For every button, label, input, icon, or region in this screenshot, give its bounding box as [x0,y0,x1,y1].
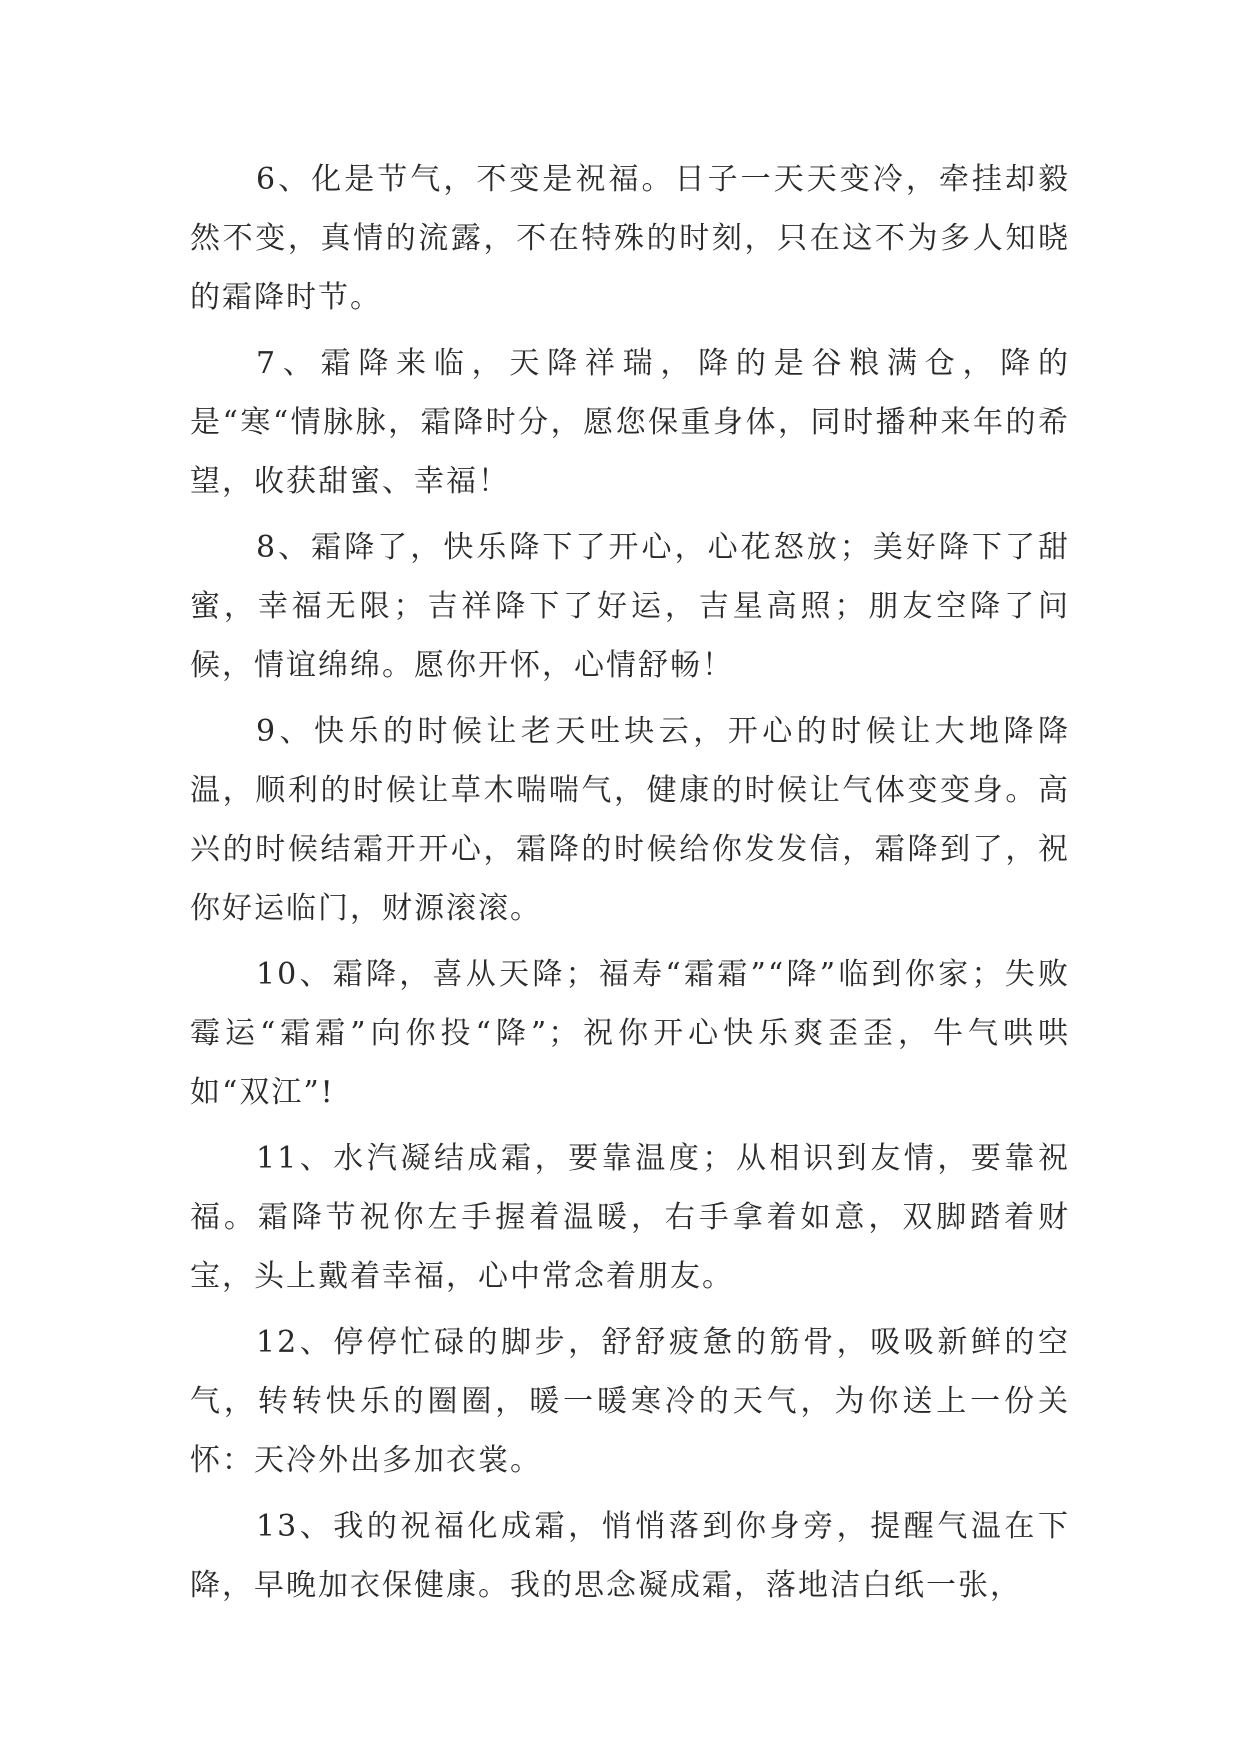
paragraph-13: 13、我的祝福化成霜，悄悄落到你身旁，提醒气温在下降，早晚加衣保健康。我的思念凝成霜，落地洁白纸一张， [190,1509,1070,1603]
document-page [190,150,1070,1622]
paragraph-12: 12、停停忙碌的脚步，舒舒疲惫的筋骨，吸吸新鲜的空气，转转快乐的圈圈，暖一暖寒冷的天气，为你送上一份关怀：天冷外出多加衣裳。 [190,1325,1070,1478]
paragraph-9: 9、快乐的时候让老天吐块云，开心的时候让大地降降温，顺利的时候让草木喘喘气，健康的时候让气体变变身。高兴的时候结霜开开心，霜降的时候给你发发信，霜降到了，祝你好运临门，财源滚滚。 [190,714,1070,926]
paragraph-11: 11、水汽凝结成霜，要靠温度；从相识到友情，要靠祝福。霜降节祝你左手握着温暖，右手拿着如意，双脚踏着财宝，头上戴着幸福，心中常念着朋友。 [190,1141,1070,1294]
paragraph-10: 10、霜降，喜从天降；福寿“霜霜”“降”临到你家；失败霉运“霜霜”向你投“降”；祝你开心快乐爽歪歪，牛气哄哄如“双江”! [190,957,1070,1110]
paragraph-6: 6、化是节气，不变是祝福。日子一天天变冷，牵挂却毅然不变，真情的流露，不在特殊的时刻，只在这不为多人知晓的霜降时节。 [190,162,1070,315]
paragraph-7: 7、霜降来临，天降祥瑞，降的是谷粮满仓，降的是“寒“情脉脉，霜降时分，愿您保重身体，同时播种来年的希望，收获甜蜜、幸福！ [190,346,1070,499]
paragraph-8: 8、霜降了，快乐降下了开心，心花怒放；美好降下了甜蜜，幸福无限；吉祥降下了好运，吉星高照；朋友空降了问候，情谊绵绵。愿你开怀，心情舒畅！ [190,530,1070,683]
